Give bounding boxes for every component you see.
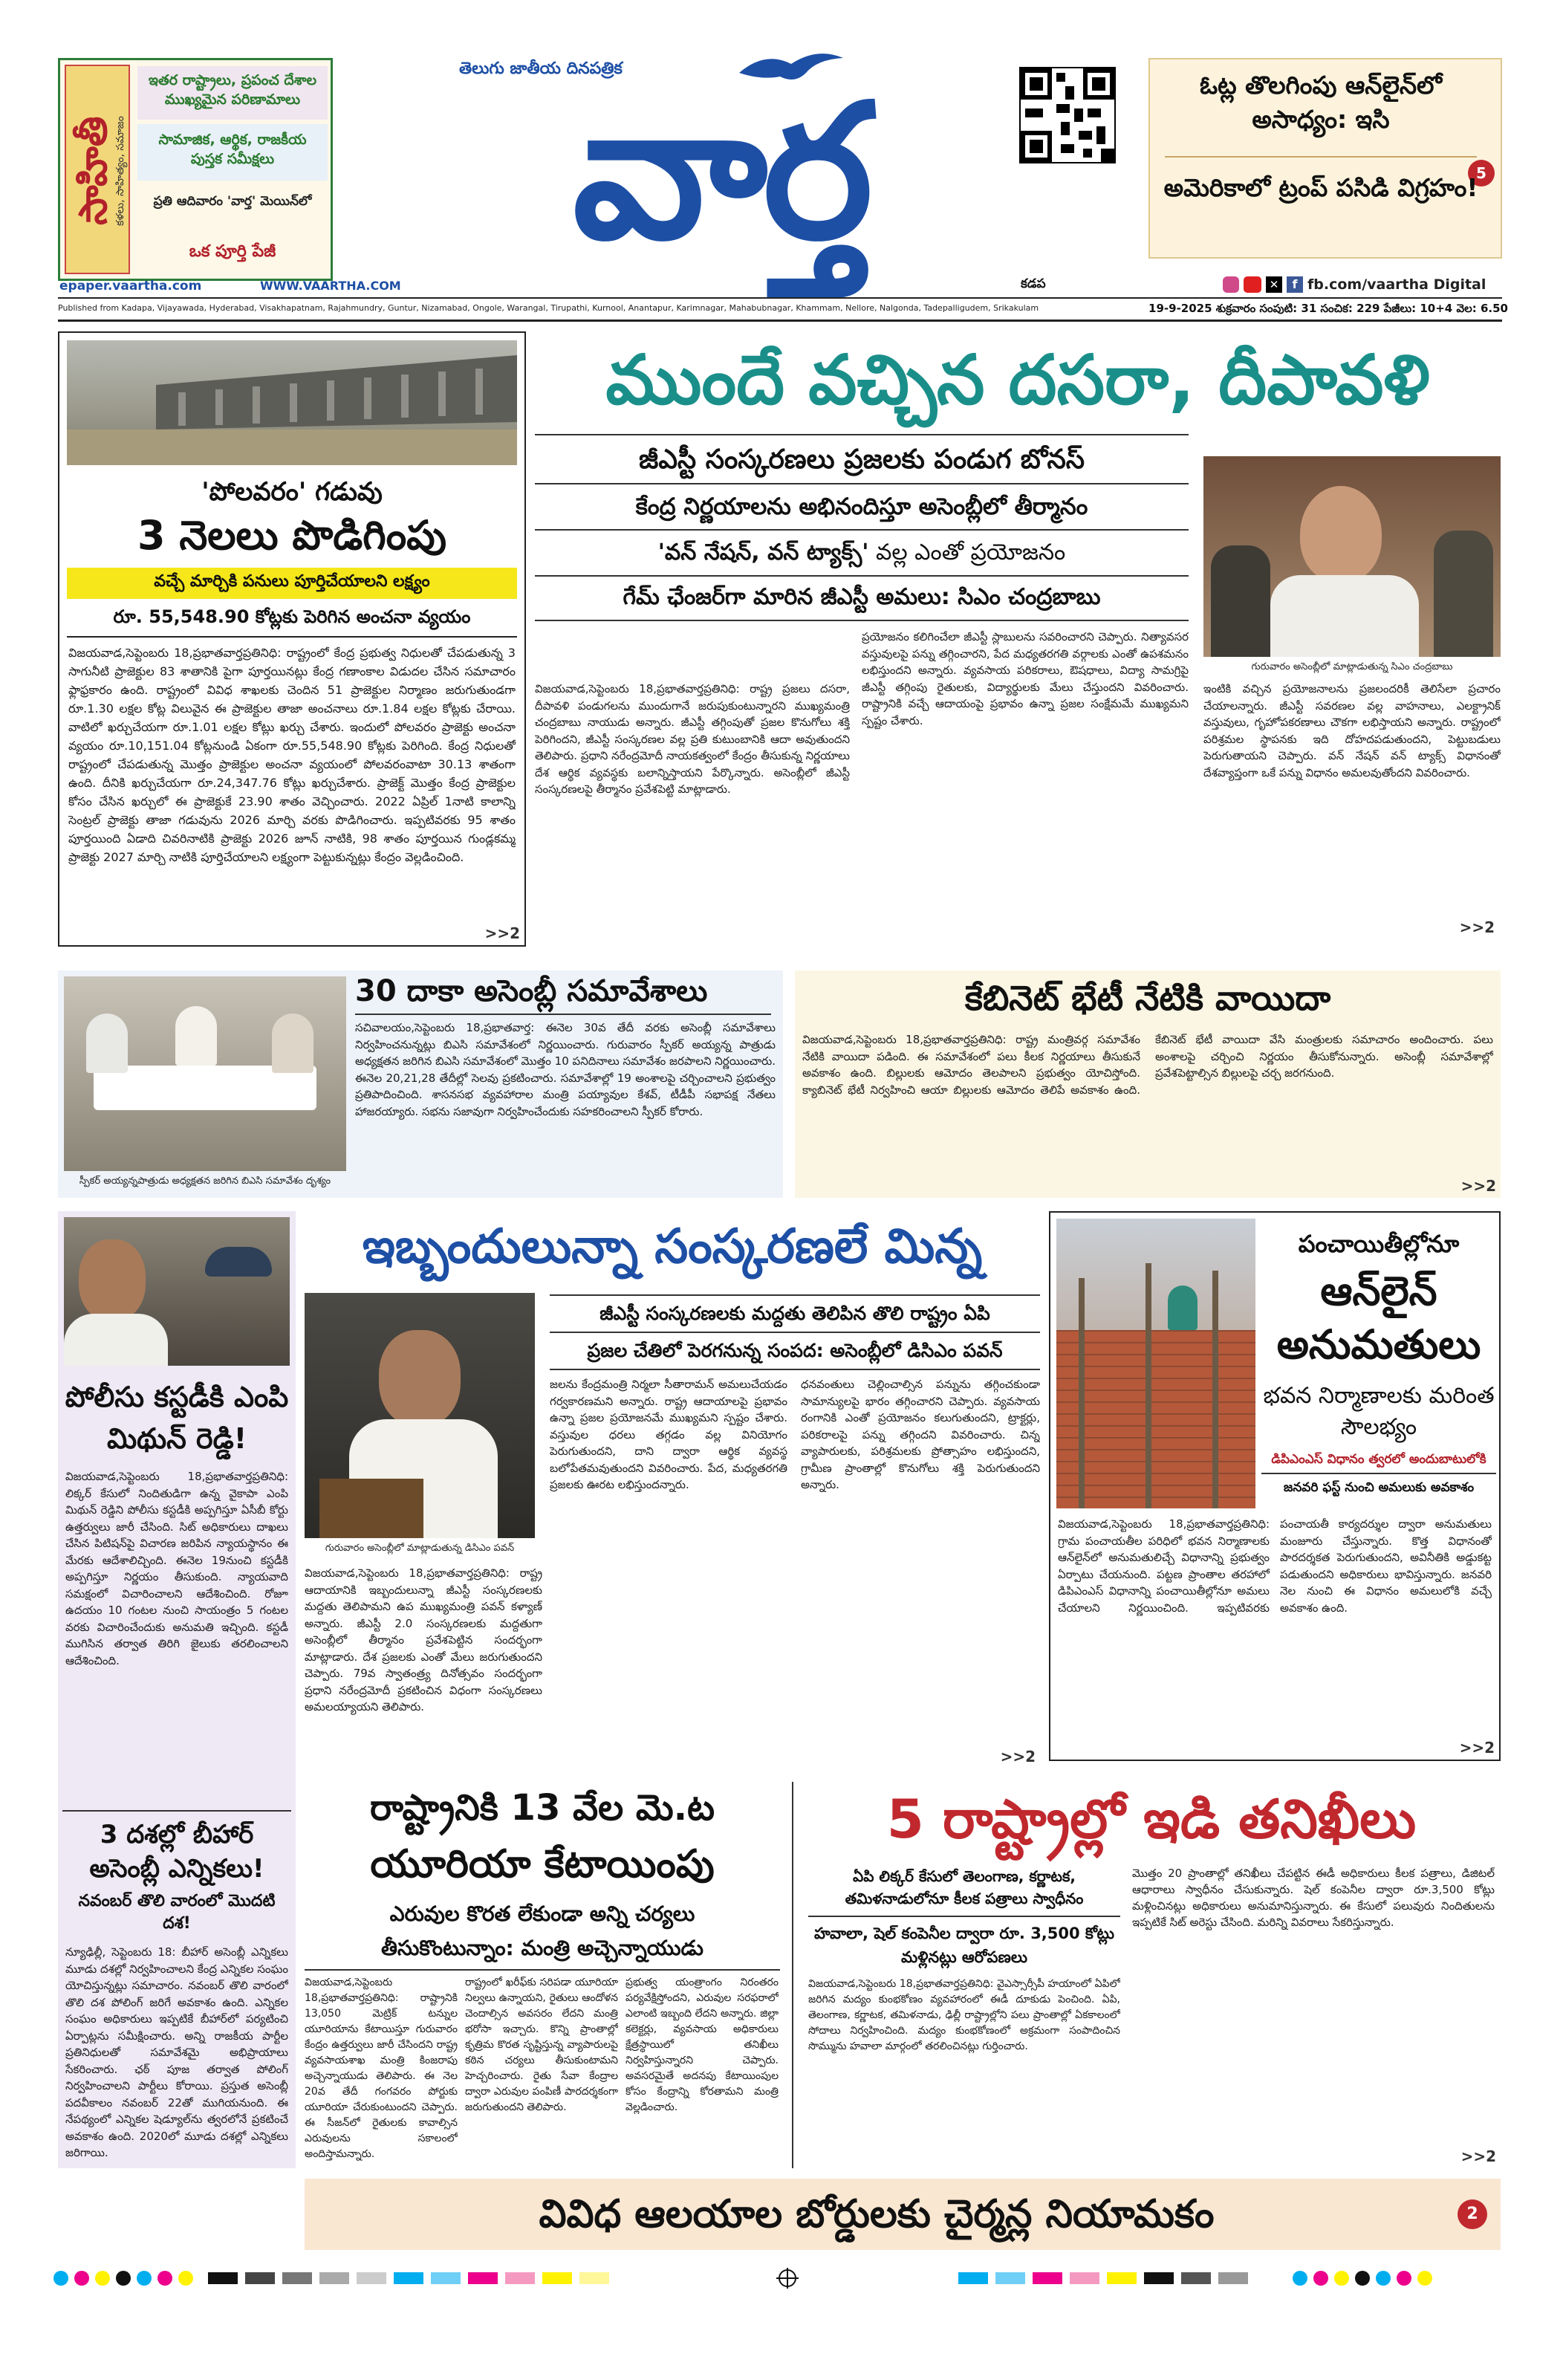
panchayat-sub1: భవన నిర్మాణాలకు మరింత సౌలభ్యం — [1263, 1383, 1495, 1440]
lead-rule-4 — [535, 575, 1189, 577]
panchayat-body: విజయవాడ,సెప్టెంబరు 18,ప్రభాతవార్తప్రతినిధి: గ్రామ పంచాయతీల పరిధిలో భవన నిర్మాణాలకు ఆన్‌లైన్‌లో అనుమతులిచ్చే విధానాన్ని ప్రభుత్వం ఏర్పాటు చేయనుంది. పట్టణ ప్రాంతాల తరహాలో డిపిఎంఎస్ విధానాన్ని పంచాయితీల్లోనూ అమలు చేయాలని నిర్ణయించింది. ఇప్పటివరకు పంచాయతీ కార్యదర్శుల ద్వారా అనుమతులు మంజూరు చేస్తున్నారు. కొత్త విధానంతో పారదర్శకత పెరుగుతుందని, అవినీతికి అడ్డుకట్ట పడుతుందని అధికారులు భావిస్తున్నారు. జనవరి నెల నుంచి ఈ విధానం అమలులోకి వచ్చే అవకాశం ఉంది. — [1058, 1517, 1492, 1615]
lead-sub3-rest: వల్ల ఎంతో ప్రయోజనం — [868, 539, 1066, 565]
pawan-sub1: జీఎస్టీ సంస్కరణలకు మద్దతు తెలిపిన తొలి రాష్ట్రం ఏపి — [599, 1303, 990, 1324]
pawan-continued[interactable]: >>2 — [1000, 1748, 1036, 1765]
bihar-rule — [62, 1810, 291, 1812]
masthead-rule-2 — [58, 320, 1502, 322]
pawan-rule-1 — [550, 1294, 1040, 1296]
polavaram-sub1: వచ్చే మార్చికి పనులు పూర్తిచేయాలని లక్ష్యం — [67, 568, 517, 599]
lead-sub2: కేంద్ర నిర్ణయాలను అభినందిస్తూ అసెంబ్లీలో తీర్మానం — [635, 493, 1088, 520]
promo-logo-sub: కళలు, సాహిత్యం, సమాజం — [114, 116, 126, 226]
promo-logo-text: సాహితీ — [71, 116, 116, 226]
ed-headline: 5 రాష్ట్రాల్లో ఇడి తనిఖీలు — [886, 1788, 1417, 1850]
urea-story — [305, 1782, 780, 2168]
right-promo-h2: అమెరికాలో ట్రంప్ పసిడి విగ్రహం! — [1163, 173, 1478, 202]
instagram-icon[interactable] — [1223, 276, 1239, 293]
mithun-headline: పోలీసు కస్టడీకి ఎంపి మిథున్ రెడ్డి! — [65, 1381, 289, 1455]
polavaram-headline: 3 నెలలు పొడిగింపు — [137, 512, 447, 559]
urea-headline-2: యూరియా కేటాయింపు — [370, 1842, 715, 1887]
assembly-photo — [64, 976, 346, 1171]
polavaram-sub2: రూ. 55,548.90 కోట్లకు పెరిగిన అంచనా వ్యయం — [113, 606, 471, 627]
assembly-photo-person-2 — [175, 1006, 217, 1066]
assembly-headline: 30 దాకా అసెంబ్లీ సమావేశాలు — [355, 974, 708, 1008]
ed-col-2: మొత్తం 20 ప్రాంతాల్లో తనిఖీలు చేపట్టిన ఈడీ అధికారులు కీలక పత్రాలు, డిజిటల్ ఆధారాలు స్వాధీనం చేసుకున్నారు. షెల్ కంపెనీల ద్వారా రూ.3,500 కోట్లు మళ్లించినట్లు అధికారులు అనుమానిస్తున్నారు. ఈ కేసులో పలువురు నిందితులను ఇప్పటికే సిట్ అరెస్టు చేసింది. మరిన్ని వివరాలు సేకరిస్తున్నారు. — [1132, 1867, 1495, 1929]
polavaram-continued[interactable]: >>2 — [484, 924, 520, 942]
social-icons — [1223, 276, 1303, 293]
promo-line-3: ప్రతి ఆదివారం 'వార్త' మెయిన్‌లో — [153, 194, 312, 209]
masthead-rule — [58, 297, 1502, 299]
qr-code[interactable] — [1019, 67, 1116, 163]
pawan-col-2: జలను కేంద్రమంత్రి నిర్మలా సీతారామన్ అమలుచేయడం గర్వకారణమని అన్నారు. రాష్ట్ర ఆదాయాలపై ప్రభావం ఉన్నా ప్రజల ప్రయోజనమే ముఖ్యమని స్పష్టం చేశారు. వస్తువుల ధరలు తగ్గడం వల్ల వినియోగం పెరుగుతుందని, దాని ద్వారా ఆర్థిక వ్యవస్థ బలోపేతమవుతుందని వివరించారు. పేద, మధ్యతరగతి ప్రజలకు ఊరట లభిస్తుందన్నారు. — [550, 1378, 787, 1491]
assembly-story — [58, 970, 783, 1198]
assembly-body: సచివాలయం,సెప్టెంబరు 18,ప్రభాతవార్త: ఈనెల 30వ తేదీ వరకు అసెంబ్లీ సమావేశాలు నిర్వహించనున్నట్లు బిఎసి సమావేశంలో నిర్ణయించారు. గురువారం స్పీకర్ అయ్యన్న పాత్రుడు అధ్యక్షతన జరిగిన బిఎసి సమావేశంలో మొత్తం 10 పనిదినాలు సమావేశం జరపాలని నిర్ణయించారు. ఈనెల 20,21,28 తేదీల్లో సెలవు ప్రకటించారు. సమావేశాల్లో 19 అంశాలపై చర్చించాలని ప్రభుత్వం ప్రతిపాదించింది. శాసనసభ వ్యవహారాల మంత్రి పయ్యావుల కేశవ్, టీడీపీ సభాపక్ష నేతలు హాజరయ్యారు. సభను సజావుగా నిర్వహించేందుకు సహకరించాలని స్పీకర్ కోరారు. — [355, 1021, 776, 1118]
ed-continued[interactable]: >>2 — [1460, 2147, 1496, 2165]
lead-rule-3 — [535, 529, 1189, 531]
ed-sub1: ఏపి లిక్కర్ కేసులో తెలంగాణ, కర్ణాటక, తమిళనాడులోనూ కీలక పత్రాలు స్వాధీనం — [845, 1867, 1084, 1907]
panchayat-rule — [1261, 1473, 1496, 1474]
panchayat-continued[interactable]: >>2 — [1459, 1739, 1495, 1757]
cabinet-headline: కేబినెట్ భేటీ నేటికి వాయిదా — [964, 978, 1331, 1018]
urea-sub2: తీసుకొంటున్నాం: మంత్రి అచ్చెన్నాయుడు — [381, 1936, 703, 1960]
lead-photo-bg-person-2 — [1434, 531, 1493, 657]
youtube-icon[interactable] — [1244, 276, 1261, 293]
urea-rule — [305, 1969, 780, 1971]
promo-line-2: సామాజిక, ఆర్థిక, రాజకీయ పుస్తక సమీక్షలు — [137, 124, 328, 181]
lead-col-2: ప్రయోజనం కలిగించేలా జీఎస్టీ స్లాబులను సవరించారని చెప్పారు. నిత్యావసర వస్తువులపై పన్ను తగ్గించారని, పేద మధ్యతరగతి వర్గాలకు ఎంతో ఉపశమనం లభిస్తుందని అన్నారు. వ్యవసాయ పరికరాలు, ఔషధాలు, విద్యా సామగ్రిపై జీఎస్టీ తగ్గింపు రైతులకు, విద్యార్థులకు మేలు చేస్తుందని వివరించారు. రాష్ట్రానికి వచ్చే ఆదాయంపై ప్రభావం ఉన్నా ప్రజల సంక్షేమమే ముఖ్యమని స్పష్టం చేశారు. — [862, 630, 1189, 727]
pawan-photo-podium — [319, 1479, 423, 1538]
lead-sub1: జీఎస్టీ సంస్కరణలు ప్రజలకు పండుగ బోనస్ — [639, 444, 1085, 475]
lead-col-1: విజయవాడ,సెప్టెంబరు 18,ప్రభాతవార్తప్రతినిధి: రాష్ట్ర ప్రజలు దసరా, దీపావళి పండుగలను ముందుగానే జరుపుకుంటున్నారని ముఖ్యమంత్రి చంద్రబాబు నాయుడు అన్నారు. జీఎస్టీ తగ్గింపుతో ప్రజల కొనుగోలు శక్తి పెరిగిందని, జీఎస్టీ సంస్కరణల వల్ల ప్రతి కుటుంబానికి ఆదా అవుతుందని తెలిపారు. ప్రధాని నరేంద్రమోదీ నాయకత్వంలో కేంద్రం తీసుకున్న నిర్ణయాలు దేశ ఆర్థిక వ్యవస్థకు బలాన్నిస్తాయని పేర్కొన్నారు. అసెంబ్లీలో జీఎస్టీ సంస్కరణలపై తీర్మానం ప్రవేశపెట్టి మాట్లాడారు. — [535, 682, 850, 796]
masthead — [0, 0, 1563, 334]
urea-col-2: రాష్ట్రంలో ఖరీఫ్‌కు సరిపడా యూరియా నిల్వలు ఉన్నాయని, రైతులు ఆందోళన చెందాల్సిన అవసరం లేదని మంత్రి భరోసా ఇచ్చారు. కొన్ని ప్రాంతాల్లో కృత్రిమ కొరత సృష్టిస్తున్న వ్యాపారులపై కఠిన చర్యలు తీసుకుంటామని హెచ్చరించారు. రైతు సేవా కేంద్రాల ద్వారా ఎరువుల పంపిణీ పారదర్శకంగా జరుగుతుందని తెలిపారు. — [465, 1977, 618, 2113]
urea-col-3: ప్రభుత్వ యంత్రాంగం నిరంతరం పర్యవేక్షిస్తోందని, ఎరువుల సరఫరాలో ఎలాంటి ఇబ్బంది లేదని అన్నారు. జిల్లా కలెక్టర్లు, వ్యవసాయ అధికారులు క్షేత్రస్థాయిలో తనిఖీలు నిర్వహిస్తున్నారని చెప్పారు. అవసరమైతే అదనపు కేటాయింపుల కోసం కేంద్రాన్ని కోరతామని మంత్రి వెల్లడించారు. — [625, 1977, 779, 2113]
social-handle[interactable]: fb.com/vaartha Digital — [1307, 276, 1486, 293]
promo-logo — [65, 65, 130, 274]
polavaram-rule — [67, 636, 517, 638]
polavaram-photo — [67, 340, 517, 465]
lead-headline: ముందే వచ్చిన దసరా, దీపావళి — [605, 340, 1430, 420]
facebook-icon[interactable]: f — [1287, 276, 1303, 293]
right-promo[interactable] — [1148, 58, 1502, 259]
cabinet-continued[interactable]: >>2 — [1460, 1177, 1496, 1195]
lead-story — [535, 331, 1501, 947]
panchayat-photo-worker — [1168, 1285, 1198, 1330]
issue-details: 19-9-2025 శుక్రవారం సంపుటి: 31 సంచిక: 229 పేజీలు: 10+4 వెల: 6.50 — [1148, 302, 1508, 315]
published-from: Published from Kadapa, Vijayawada, Hyderabad, Visakhapatnam, Rajahmundry, Guntur, Nizamabad, Ongole, Warangal, Tirupathi, Kurnool, Anantapur, Karimnagar, Mahabubnagar, Khammam, Nellore, Nalgonda, Tadepalligudem, Srikakulam — [58, 303, 1039, 313]
ed-col-1: విజయవాడ,సెప్టెంబరు 18,ప్రభాతవార్తప్రతినిధి: వైఎస్సార్సీపీ హయాంలో ఏపిలో జరిగిన మద్యం కుంభకోణం వ్యవహారంలో ఈడీ దూకుడు పెంచింది. ఏపి, తెలంగాణ, కర్ణాటక, తమిళనాడు, ఢిల్లీ రాష్ట్రాల్లోని పలు ప్రాంతాల్లో ఏకకాలంలో సోదాలు నిర్వహించింది. మద్యం కుంభకోణంలో అక్రమంగా సంపాదించిన సొమ్మును హవాలా మార్గంలో తరలించినట్లు గుర్తించారు. — [808, 1978, 1120, 2052]
panchayat-headline: ఆన్‌లైన్ అనుమతులు — [1276, 1268, 1481, 1368]
right-promo-h1: ఓట్ల తొలగింపు ఆన్‌లైన్‌లో అసాధ్యం: ఇసి — [1200, 71, 1442, 134]
pawan-sub2: ప్రజల చేతిలో పెరగనున్న సంపద: అసెంబ్లీలో డిసిఎం పవన్ — [587, 1340, 1003, 1361]
lead-rule-2 — [535, 483, 1189, 484]
pawan-col-3: ధనవంతులు చెల్లించాల్సిన పన్నును తగ్గించకుండా సామాన్యులపై భారం తగ్గించారని చెప్పారు. వ్యవసాయ రంగానికి ఎంతో ప్రయోజనం కలుగుతుందని, ట్రాక్టర్లు, పరికరాలపై పన్ను తగ్గిందని వివరించారు. చిన్న వ్యాపారులకు, పరిశ్రమలకు ప్రోత్సాహం లభిస్తుందని, గ్రామీణ ప్రాంతాల్లో కొనుగోలు శక్తి పెరుగుతుందని అన్నారు. — [801, 1378, 1040, 1491]
cabinet-story — [795, 970, 1501, 1198]
urea-col-1: విజయవాడ,సెప్టెంబరు 18,ప్రభాతవార్తప్రతినిధి: రాష్ట్రానికి 13,050 మెట్రిక్ టన్నుల యూరియాను కేటాయిస్తూ గురువారం కేంద్రం ఉత్తర్వులు జారీ చేసిందని రాష్ట్ర వ్యవసాయశాఖ మంత్రి కింజరాపు అచ్చెన్నాయుడు తెలిపారు. ఈ నెల 20వ తేదీ గంగవరం పోర్టుకు యూరియా చేరుకుంటుందని చెప్పారు. ఈ సీజన్‌లో రైతులకు కావాల్సిన ఎరువులను సకాలంలో అందిస్తామన్నారు. — [305, 1977, 458, 2160]
pawan-rule-2 — [550, 1332, 1040, 1333]
x-icon[interactable]: ✕ — [1266, 276, 1282, 293]
lead-continued[interactable]: >>2 — [1459, 918, 1495, 936]
panchayat-photo-pole-3 — [1212, 1271, 1218, 1508]
panchayat-sub3: జనవరి ఫస్ట్ నుంచి అమలుకు అవకాశం — [1283, 1480, 1475, 1495]
assembly-rule — [355, 1014, 771, 1015]
lead-photo-caption: గురువారం అసెంబ్లీలో మాట్లాడుతున్న సిఎం చంద్రబాబు — [1251, 661, 1453, 672]
bihar-sub: నవంబర్ తొలి వారంలో మొదటి దశ! — [78, 1892, 276, 1933]
urea-sub1: ఎరువుల కొరత లేకుండా అన్ని చర్యలు — [389, 1901, 695, 1926]
lead-rule-1 — [535, 434, 1189, 435]
pawan-photo — [305, 1293, 535, 1538]
panchayat-sub2: డిపిఎంఎస్ విధానం త్వరలో అందుబాటులోకి — [1271, 1452, 1486, 1467]
pawan-story — [305, 1211, 1040, 1776]
polavaram-kicker: 'పోలవరం' గడువు — [201, 477, 383, 507]
bihar-body: న్యూఢిల్లీ, సెప్టెంబరు 18: బీహార్ అసెంబ్లీ ఎన్నికలు మూడు దశల్లో నిర్వహించాలని కేంద్ర ఎన్నికల సంఘం యోచిస్తున్నట్లు సమాచారం. నవంబర్ తొలి వారంలో తొలి దశ పోలింగ్ జరిగే అవకాశం ఉంది. ఎన్నికల సంఘం అధికారులు ఇప్పటికే బీహార్‌లో పర్యటించి ఏర్పాట్లను సమీక్షించారు. అన్ని రాజకీయ పార్టీల ప్రతినిధులతో సమావేశమై అభిప్రాయాలు సేకరించారు. ఛఠ్ పూజ తర్వాత పోలింగ్ నిర్వహించాలని పార్టీలు కోరాయి. ప్రస్తుత అసెంబ్లీ పదవీకాలం నవంబర్ 22తో ముగియనుంది. ఈ నేపథ్యంలో ఎన్నికల షెడ్యూల్‌ను త్వరలోనే ప్రకటించే అవకాశం ఉంది. 2020లో మూడు దశల్లో ఎన్నికలు జరిగాయి. — [65, 1945, 288, 2159]
ed-story — [792, 1782, 1501, 2168]
mithun-photo-shirt — [64, 1314, 168, 1366]
website-url[interactable]: WWW.VAARTHA.COM — [260, 279, 401, 293]
mithun-story — [58, 1211, 296, 2168]
bihar-headline: 3 దశల్లో బీహార్ అసెంబ్లీ ఎన్నికలు! — [89, 1820, 264, 1884]
lead-photo-face — [1300, 486, 1382, 583]
assembly-photo-person-3 — [272, 1014, 313, 1073]
ed-sub2: హవాలా, షెల్ కంపెనీల ద్వారా రూ. 3,500 కోట్లు మళ్లినట్లు ఆరోపణలు — [814, 1925, 1114, 1966]
ed-rule — [808, 1916, 1120, 1917]
promo-line-4: ఒక పూర్తి పేజీ — [189, 242, 276, 261]
lead-sub3-quote: 'వన్ నేషన్, వన్ ట్యాక్స్' — [657, 539, 869, 565]
pawan-photo-face — [379, 1330, 461, 1427]
lead-photo — [1203, 456, 1501, 657]
pawan-col-1: విజయవాడ,సెప్టెంబరు 18,ప్రభాతవార్తప్రతినిధి: రాష్ట్ర ఆదాయానికి ఇబ్బందులున్నా జీఎస్టీ సంస్కరణలకు మద్దతు తెలిపామని ఉప ముఖ్యమంత్రి పవన్ కళ్యాణ్ అన్నారు. జీఎస్టీ 2.0 సంస్కరణలకు మద్దతుగా అసెంబ్లీలో తీర్మానం ప్రవేశపెట్టిన సందర్భంగా మాట్లాడారు. దేశ ప్రజలకు ఎంతో మేలు జరుగుతుందని చెప్పారు. 79వ స్వాతంత్ర్య దినోత్సవం సందర్భంగా ప్రధాని నరేంద్రమోదీ ప్రకటించిన విధంగా సంస్కరణలు అమలయ్యాయని తెలిపారు. — [305, 1566, 542, 1713]
lead-col-3: ఇంటికి వచ్చిన ప్రయోజనాలను ప్రజలందరికీ తెలిసేలా ప్రచారం చేయాలన్నారు. జీఎస్టీ సవరణల వల్ల వాహనాలు, ఎలక్ట్రానిక్ వస్తువులు, గృహోపకరణాలు చౌకగా లభిస్తాయని అన్నారు. రాష్ట్రంలో పరిశ్రమల స్థాపనకు ఇది దోహదపడుతుందని, పెట్టుబడులు పెరుగుతాయని చెప్పారు. వన్ నేషన్ వన్ ట్యాక్స్ విధానంతో దేశవ్యాప్తంగా ఒకే పన్ను విధానం అమలవుతోందని వివరించారు. — [1203, 682, 1501, 779]
panchayat-photo-wall — [1056, 1330, 1255, 1508]
lead-photo-bg-person — [1211, 545, 1270, 657]
panchayat-photo — [1056, 1219, 1255, 1508]
masthead-title: వార్త — [572, 62, 869, 280]
masthead-tagline: తెలుగు జాతీయ దినపత్రిక — [459, 59, 623, 78]
assembly-caption: స్పీకర్ అయ్యన్నపాత్రుడు అధ్యక్షతన జరిగిన బిఎసి సమావేశం దృశ్యం — [79, 1176, 331, 1187]
mithun-photo — [64, 1217, 290, 1366]
mithun-photo-face — [79, 1239, 146, 1321]
panchayat-kicker: పంచాయితీల్లోనూ — [1298, 1230, 1460, 1258]
epaper-url[interactable]: epaper.vaartha.com — [59, 279, 202, 294]
right-promo-page-badge: 5 — [1468, 160, 1495, 187]
panchayat-story — [1049, 1211, 1501, 1761]
pawan-headline: ఇబ్బందులున్నా సంస్కరణలే మిన్న — [362, 1219, 983, 1274]
bottom-page-badge: 2 — [1458, 2199, 1487, 2229]
edition-name: కడప — [1021, 276, 1046, 291]
polavaram-body: విజయవాడ,సెప్టెంబరు 18,ప్రభాతవార్తప్రతినిధి: రాష్ట్రంలో కేంద్ర ప్రభుత్వ నిధులతో చేపడుతున్న 3 సాగునీటి ప్రాజెక్టుల 83 శాతానికి పైగా పూర్తయినట్లు కేంద్ర గణాంకాల విడుదల చేసిన సమాచారం ఫ్లాఫ్రకారం ఉంది. రాష్ట్రంలో వివిధ శాఖలకు చెందిన 51 ప్రాజెక్టుల నిర్మాణం జరుగుతుండగా రూ.1.30 లక్షల కోట్ల విలువైన ఈ ప్రాజెక్టుల తాజా అంచనాలు రూ.1.84 లక్షల కోట్లకు చేరాయి. వాటిలో ఖర్చుచేయగా రూ.1.01 లక్షల కోట్లు ఖర్చు చేశారు. ఇందులో పోలవరం ప్రాజెక్టు అంచనా వ్యయం రూ.10,151.04 కోట్లనుండి ఏకంగా రూ.55,548.90 కోట్లకు పెరిగింది. కేంద్ర నిధులతో రాష్ట్రంలో చేపడుతున్న మొత్తం ప్రాజెక్టుల అంచనా వ్యయంలో పోలవరంవాటా 30.13 శాతంగా ఉంది. దీనికి ఖర్చుచేయగా రూ.24,347.76 కోట్లు ఖర్చుచేశారు. ప్రాజెక్ట్ మొత్తం కేంద్ర ప్రాజెక్టుల కోసం చేసిన ఖర్చులో ఈ ప్రాజెక్టుకే 23.90 శాతం వెచ్చించారు. 2022 ఏప్రిల్ 1నాటి కాలాన్ని సెంట్రల్ ప్రాజెక్టు తాజా గడువును 2026 మార్చి వరకు పొడిగించారు. ఇప్పటివరకు 95 శాతం పూర్తయింది ఏడాది చివరినాటికి ప్రాజెక్టు 2026 జూన్ నాటికి, 98 శాతం పూర్తయిన గుండ్లకమ్మ ప్రాజెక్టు 2027 మార్చి నాటికి పూర్తిచేయాలని లక్ష్యంగా పెట్టుకున్నట్లు కేంద్రం వెల్లడించింది. — [68, 646, 516, 864]
lead-sub3 — [535, 535, 1189, 571]
cabinet-body: విజయవాడ,సెప్టెంబరు 18,ప్రభాతవార్తప్రతినిధి: రాష్ట్ర మంత్రివర్గ సమావేశం నేటికి వాయిదా పడింది. ఈ సమావేశంలో పలు కీలక నిర్ణయాలు తీసుకునే అవకాశం ఉంది. బిల్లులకు ఆమోదం తెలపాలని ప్రభుత్వం యోచిస్తోంది. క్యాబినెట్ భేటీ నిర్వహించి ఆయా బిల్లులకు ఆమోదం తెలిపే అవకాశం ఉంది. కేబినెట్ భేటీ వాయిదా వేసి మంత్రులకు సమాచారం అందించారు. పలు అంశాలపై చర్చించి నిర్ణయం తీసుకోనున్నారు. అసెంబ్లీ సమావేశాల్లో ప్రవేశపెట్టాల్సిన బిల్లులపై చర్చ జరగనుంది. — [802, 1033, 1493, 1097]
mithun-photo-cap — [205, 1247, 272, 1277]
right-promo-divider — [1165, 156, 1477, 158]
bottom-headline: వివిధ ఆలయాల బోర్డులకు చైర్మన్ల నియామకం — [539, 2192, 1215, 2237]
promo-box[interactable] — [58, 58, 333, 281]
bottom-banner[interactable] — [305, 2179, 1501, 2250]
promo-line-1: ఇతర రాష్ట్రాలు, ప్రపంచ దేశాల ముఖ్యమైన పరిణామాలు — [137, 66, 328, 120]
urea-headline-1: రాష్ట్రానికి 13 వేల మె.ట — [369, 1787, 715, 1829]
polavaram-story — [58, 331, 526, 947]
pawan-caption: గురువారం అసెంబ్లీలో మాట్లాడుతున్న డిసిఎం పవన్ — [325, 1543, 515, 1554]
pawan-rule-3 — [550, 1369, 1040, 1370]
panchayat-photo-pole-2 — [1146, 1263, 1151, 1508]
lead-sub4: గేమ్ ఛేంజర్‌గా మారిన జీఎస్టీ అమలు: సిఎం చంద్రబాబు — [623, 584, 1101, 610]
assembly-photo-person-1 — [86, 1014, 128, 1073]
mithun-body: విజయవాడ,సెప్టెంబరు 18,ప్రభాతవార్తప్రతినిధి: లిక్కర్ కేసులో నిందితుడిగా ఉన్న వైకాపా ఎంపి మిథున్ రెడ్డిని పోలీసు కస్టడీకి అప్పగిస్తూ ఏసీబీ కోర్టు ఉత్తర్వులు జారీ చేసింది. సిట్ అధికారులు దాఖలు చేసిన పిటిషన్‌పై విచారణ జరిపిన న్యాయస్థానం ఈ మేరకు ఆదేశాలిచ్చింది. ఈనెల 19నుంచి కస్టడీకి అప్పగిస్తూ నిర్ణయం తీసుకుంది. న్యాయవాది సమక్షంలో విచారించాలని ఆదేశించింది. రోజూ ఉదయం 10 గంటల నుంచి సాయంత్రం 5 గంటల వరకు విచారించేందుకు అనుమతి ఇచ్చింది. కస్టడీ ముగిసిన తర్వాత తిరిగి జైలుకు తరలించాలని ఆదేశించింది. — [65, 1470, 288, 1667]
panchayat-photo-pole-1 — [1079, 1278, 1085, 1508]
registration-strip — [52, 2268, 1508, 2290]
lead-rule-5 — [535, 620, 1189, 621]
lead-photo-shirt — [1270, 575, 1419, 657]
